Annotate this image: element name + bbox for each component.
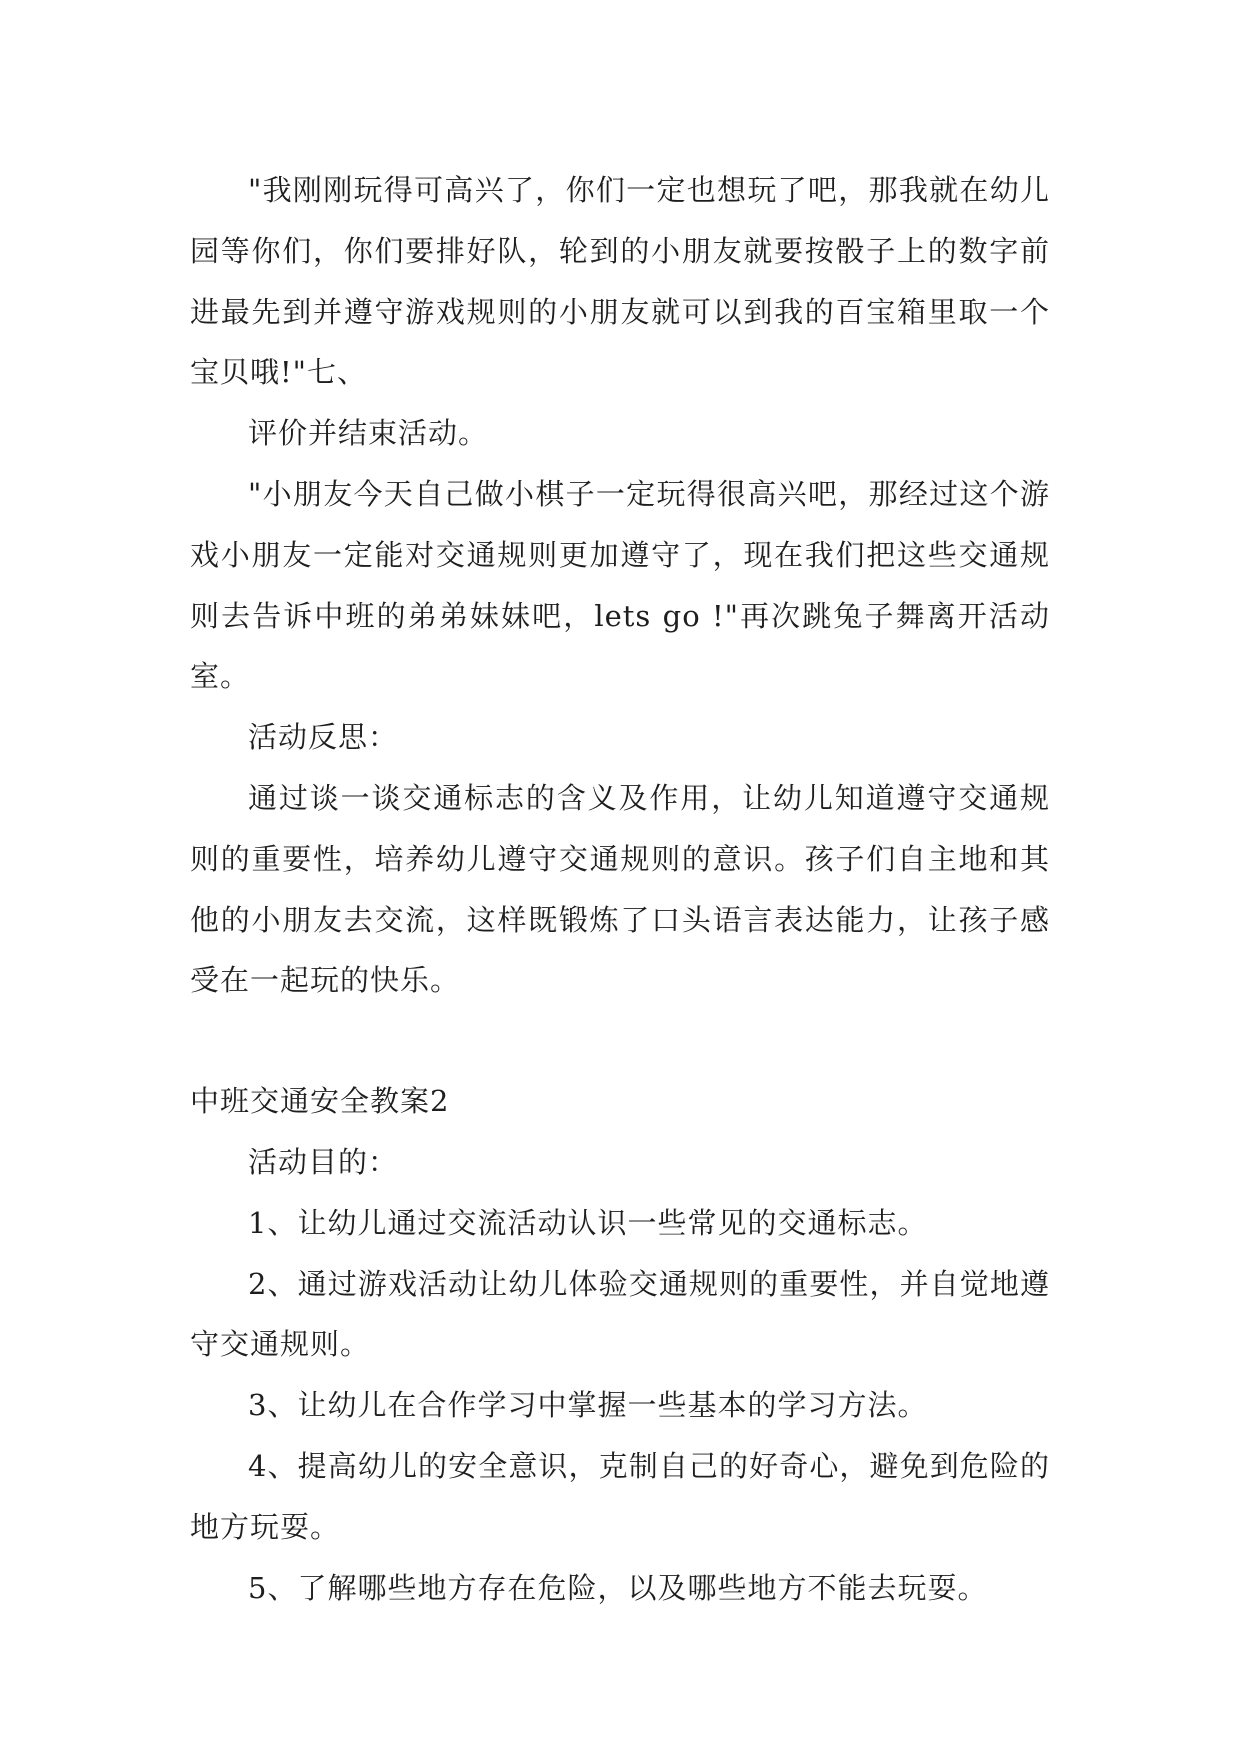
paragraph-evaluate: 评价并结束活动。 bbox=[248, 416, 489, 451]
section-title: 中班交通安全教案2 bbox=[190, 1084, 450, 1119]
paragraph-closing: "小朋友今天自己做小棋子一定玩得很高兴吧，那经过这个游戏小朋友一定能对交通规则更加遵守了，现在我们把这些交通规则去告诉中班的弟弟妹妹吧，lets go !"再次跳兔子舞离开活动室。 bbox=[190, 476, 1050, 694]
paragraph-goal-4: 4、提高幼儿的安全意识，克制自己的好奇心，避免到危险的地方玩耍。 bbox=[190, 1448, 1050, 1544]
paragraph-goal-1: 1、让幼儿通过交流活动认识一些常见的交通标志。 bbox=[248, 1205, 928, 1240]
paragraph-goal-2: 2、通过游戏活动让幼儿体验交通规则的重要性，并自觉地遵守交通规则。 bbox=[190, 1266, 1050, 1362]
paragraph-game-intro: "我刚刚玩得可高兴了，你们一定也想玩了吧，那我就在幼儿园等你们，你们要排好队，轮到的小朋友就要按骰子上的数字前进最先到并遵守游戏规则的小朋友就可以到我的百宝箱里取一个宝贝哦!"七、 bbox=[190, 173, 1050, 390]
paragraph-goal-3: 3、让幼儿在合作学习中掌握一些基本的学习方法。 bbox=[248, 1388, 928, 1423]
paragraph-goals-heading: 活动目的： bbox=[248, 1144, 399, 1179]
document-body bbox=[190, 160, 1050, 1618]
paragraph-goal-5: 5、了解哪些地方存在危险，以及哪些地方不能去玩耍。 bbox=[248, 1570, 988, 1605]
paragraph-reflection: 通过谈一谈交通标志的含义及作用，让幼儿知道遵守交通规则的重要性，培养幼儿遵守交通规则的意识。孩子们自主地和其他的小朋友去交流，这样既锻炼了口头语言表达能力，让孩子感受在一起玩的快乐。 bbox=[190, 780, 1050, 998]
paragraph-reflection-heading: 活动反思： bbox=[248, 720, 399, 755]
